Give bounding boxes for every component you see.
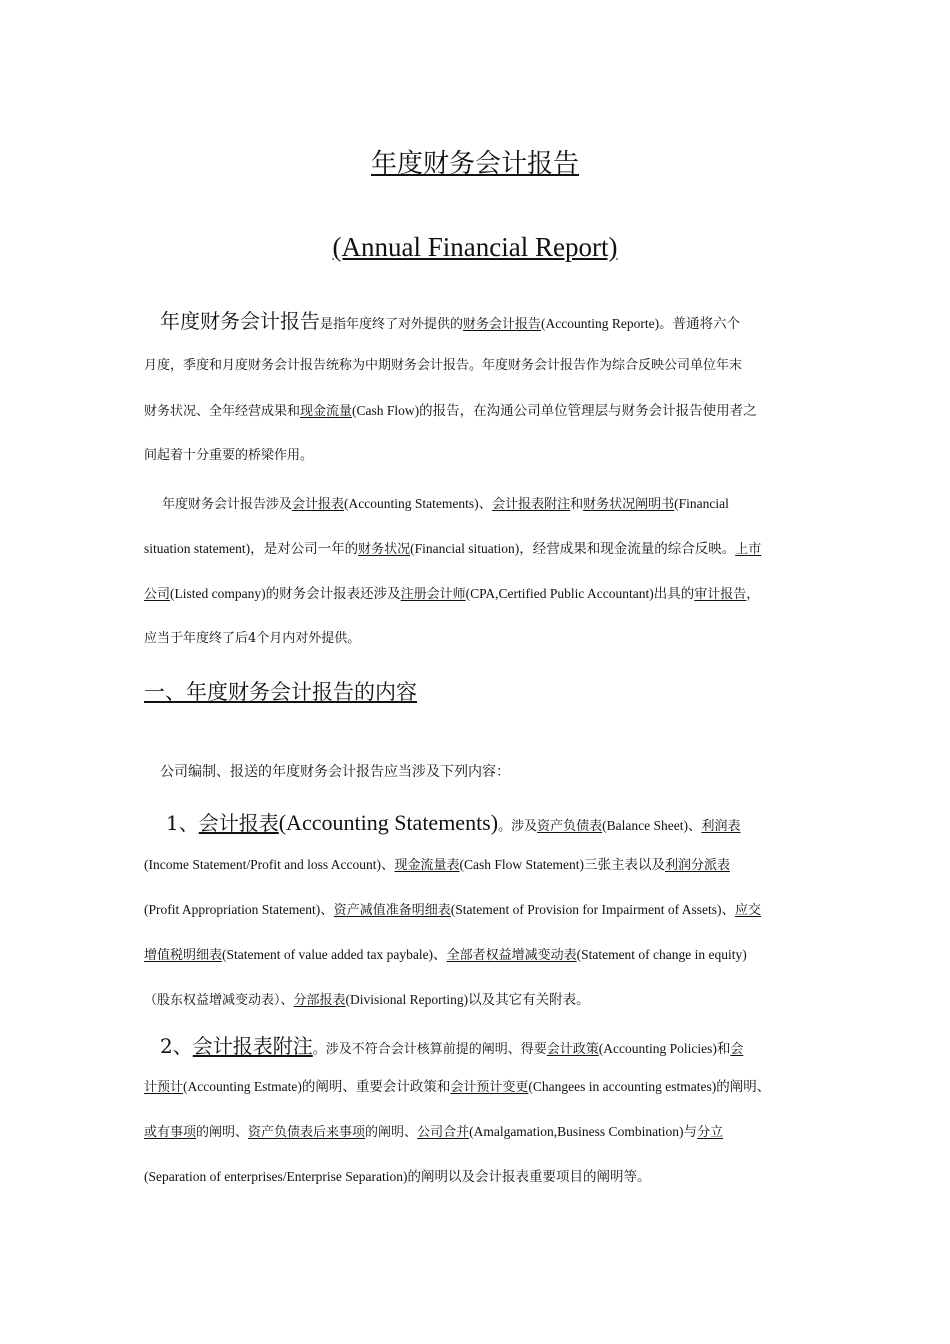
link-income-statement: 利润表 xyxy=(701,819,741,834)
intro-paragraph: 年度财务会计报告是指年度终了对外提供的财务会计报告(Accounting Reporte)。普通将六个 月度，季度和月度财务会计报告统称为中期财务会计报告。年度财务会计报告作为综合反映公司单位年末 财务状况、全年经营成果和现金流量(Cash Flow)的报告，在沟通公司单位管理层与财务会计报告使用者之 间起着十分重要的桥梁作用。 xyxy=(144,309,757,463)
link-profit-appropriation: 利润分派表 xyxy=(664,858,730,873)
item-number: 2、 xyxy=(160,1034,193,1058)
title-chinese: 年度财务会计报告 xyxy=(370,149,579,179)
title-english: (Annual Financial Report) xyxy=(332,232,618,262)
link-vat-statement: 应交 xyxy=(734,903,761,918)
section-intro: 公司编制、报送的年度财务会计报告应当涉及下列内容： xyxy=(160,764,510,780)
link-cpa: 注册会计师 xyxy=(400,587,466,602)
section-heading: 一、年度财务会计报告的内容 xyxy=(144,680,417,704)
link-business-combination: 公司合并 xyxy=(417,1125,470,1140)
link-estimate-changes: 会计预计变更 xyxy=(450,1080,529,1095)
link-cash-flow: 现金流量 xyxy=(300,404,353,419)
item-accounting-statements: 1、会计报表(Accounting Statements)。涉及资产负债表(Balance Sheet)、利润表 (Income Statement/Profit and loss Account)、现金流量表(Cash Flow Statement)三张主表以及利润分派表 (Profit Appropriation Statement)、资产减值准备明细表(Statement of Provision for Impairment of Assets)、应交 增值税明细表(Statement of value added tax paybale)、全部者权益增减变动表(Statement of change in equity) （股东权益增减变动表）、分部报表(Divisional Reporting)以及其它有关附表。 xyxy=(144,810,761,1008)
link-audit-report: 审计报告 xyxy=(694,587,747,602)
intro-lead: 年度财务会计报告 xyxy=(160,309,320,333)
link-cash-flow-statement: 现金流量表 xyxy=(394,858,460,873)
link-subsequent-events: 资产负债表后来事项 xyxy=(248,1125,366,1140)
item-heading: 会计报表附注 xyxy=(192,1034,313,1058)
link-statement-notes: 会计报表附注 xyxy=(492,497,571,512)
link-financial-situation-statement: 财务状况阐明书 xyxy=(583,497,675,512)
item-statement-notes: 2、会计报表附注。涉及不符合会计核算前提的阐明、得要会计政策(Accounting Policies)和会 计预计(Accounting Estmate)的阐明、重要会计政策和会计预计变更(Changees in accounting estmates)的阐明、 或有事项的阐明、资产负债表后来事项的阐明、公司合并(Amalgamation,Business Combination)与分立 (Separation of enterprises/Enterprise Separation)的阐明以及会计报表重要项目的阐明等。 xyxy=(144,1034,771,1184)
item-heading: 会计报表 xyxy=(198,811,279,835)
link-contingencies: 或有事项 xyxy=(144,1125,197,1140)
link-accounting-statements: 会计报表 xyxy=(292,497,345,512)
paragraph-components: 年度财务会计报告涉及会计报表(Accounting Statements)、会计报表附注和财务状况阐明书(Financial situation statement)，是对公司一年的财务状况(Financial situation)，经营成果和现金流量的综合反映。上市 公司(Listed company)的财务会计报表还涉及注册会计师(CPA,Certified Public Accountant)出具的审计报告， 应当于年度终了后4个月内对外提供。 xyxy=(144,496,762,646)
link-impairment-provision: 资产减值准备明细表 xyxy=(333,903,451,918)
link-accounting-policies: 会计政策 xyxy=(546,1042,599,1057)
link-accounting-estimates: 会 xyxy=(730,1042,744,1057)
link-listed-company: 上市 xyxy=(735,542,762,557)
link-financial-situation: 财务状况 xyxy=(358,542,411,557)
link-equity-change: 全部者权益增减变动表 xyxy=(446,948,577,963)
item-number: 1、 xyxy=(166,811,199,835)
link-financial-report: 财务会计报告 xyxy=(463,317,542,332)
link-balance-sheet: 资产负债表 xyxy=(537,819,603,834)
link-divisional-reporting: 分部报表 xyxy=(293,993,346,1008)
link-separation: 分立 xyxy=(697,1125,724,1140)
